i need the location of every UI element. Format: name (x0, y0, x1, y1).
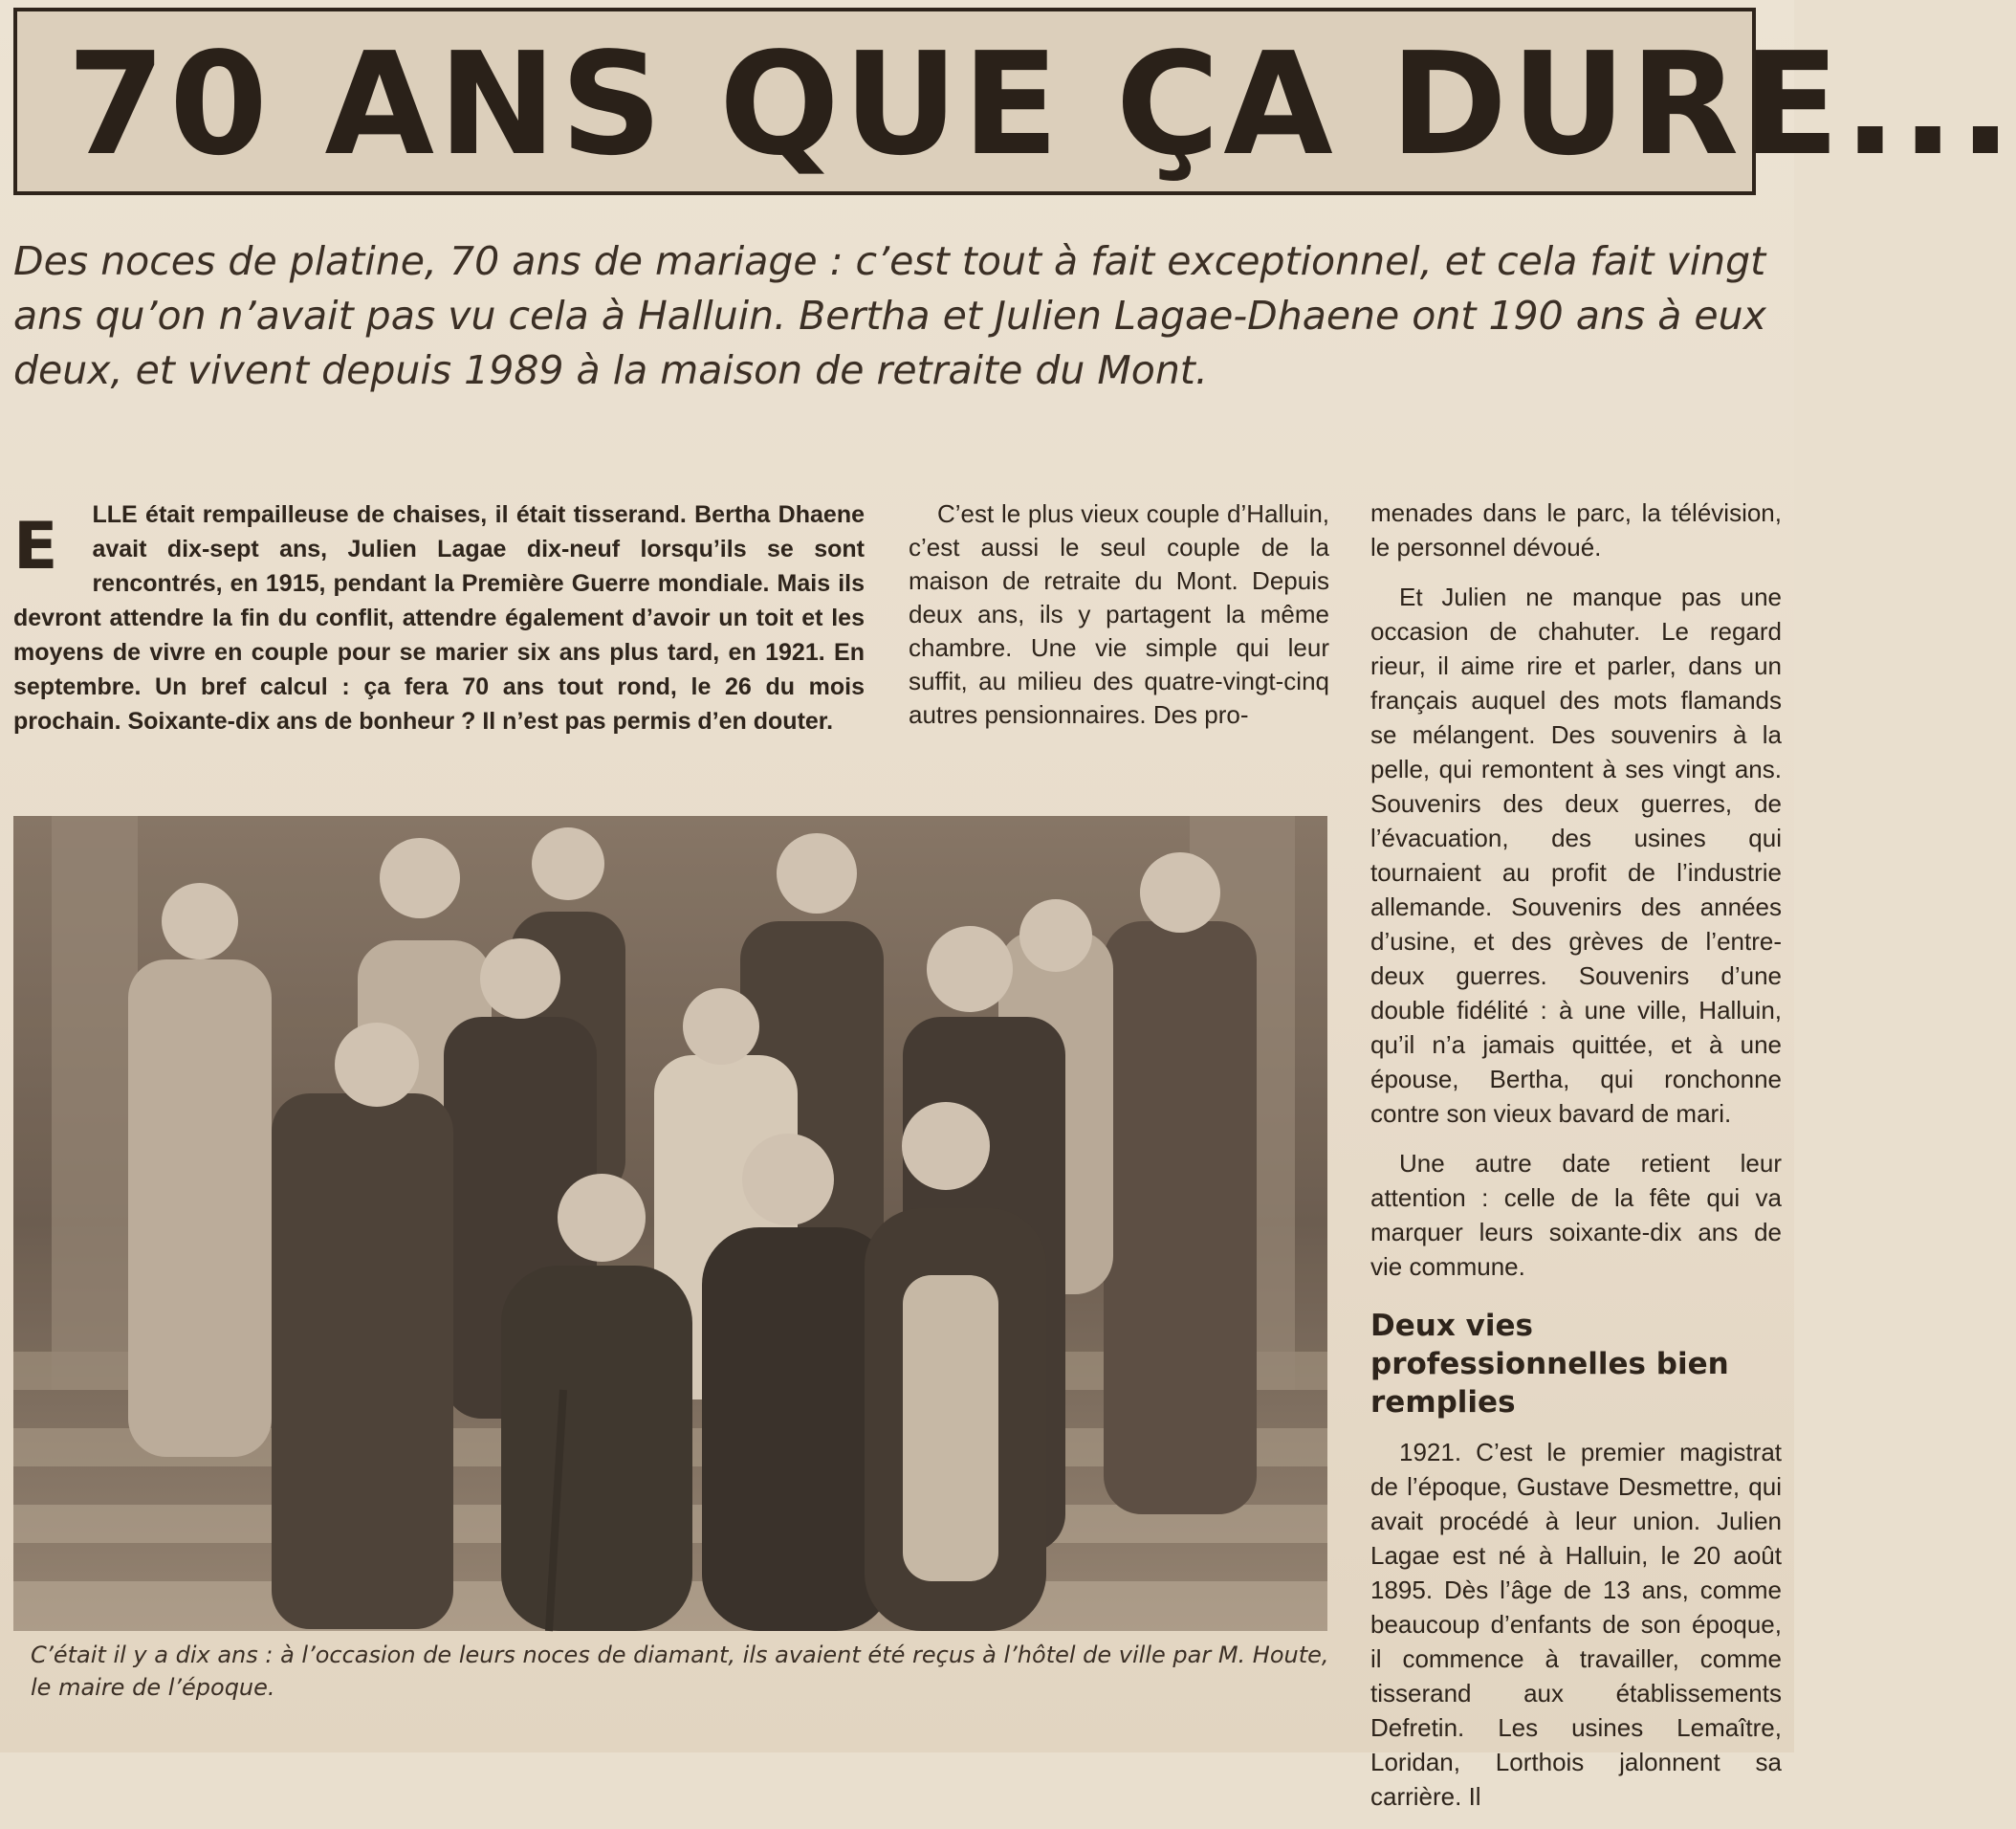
column-3-paragraph-4: 1921. C’est le premier magistrat de l’époque, Gustave Desmettre, qui avait procédé à leur union. Julien Lagae est né à Halluin, le 20 août 1895. Dès l’âge de 13 ans, comme beaucoup d’enfants de son époque, il commence à travailler, comme tisserand aux établissements Defretin. Les usines Lemaître, Loridan, Lorthois jalonnent sa carrière. Il (1370, 1438, 1782, 1811)
photo-caption: C’était il y a dix ans : à l’occasion de leurs noces de diamant, ils avaient été reçus à l’hôtel de ville par M. Houte, le maire de l’époque. (31, 1642, 1329, 1701)
lead-paragraph: Des noces de platine, 70 ans de mariage : c’est tout à fait exceptionnel, et cela fait vingt ans qu’on n’avait pas vu cela à Halluin. Bertha et Julien Lagae-Dhaene ont 190 ans à eux deux, et vivent depuis 1989 à la maison de retraite du Mont. (13, 238, 1766, 393)
article-column-1 (13, 497, 865, 738)
article-column-2 (909, 497, 1329, 732)
column-3-paragraph-1: menades dans le parc, la télévision, le personnel dévoué. (1370, 498, 1782, 562)
group-photo (13, 816, 1327, 1631)
column-1-text: LLE était rempailleuse de chaises, il était tisserand. Bertha Dhaene avait dix-sept ans, Julien Lagae dix-neuf lorsqu’ils se sont rencontrés, en 1915, pendant la Première Guerre mondiale. Mais ils devront attendre la fin du conflit, attendre également d’avoir un toit et les moyens de vivre en couple pour se marier six ans plus tard, en 1921. En septembre. Un bref calcul : ça fera 70 ans tout rond, le 26 du mois prochain. Soixante-dix ans de bonheur ? Il n’est pas permis d’en douter. (13, 501, 865, 735)
article-column-3 (1370, 496, 1782, 1829)
group-photo-illustration (13, 816, 1327, 1631)
headline: 70 ANS QUE ÇA DURE... (67, 22, 2016, 187)
column-3-paragraph-3: Une autre date retient leur attention : celle de la fête qui va marquer leurs soixante-dix ans de vie commune. (1370, 1149, 1782, 1281)
drop-cap: E (13, 509, 58, 584)
column-3-paragraph-2: Et Julien ne manque pas une occasion de chahuter. Le regard rieur, il aime rire et parler, dans un français auquel des mots flamands se mélangent. Des souvenirs à la pelle, qui remontent à ses vingt ans. Souvenirs des deux guerres, de l’évacuation, des usines qui tournaient au profit de l’industrie allemande. Souvenirs des années d’usine, et des grèves de l’entre-deux guerres. Souvenirs d’une double fidélité : à une ville, Halluin, qu’il n’a jamais quittée, et à une épouse, Bertha, qui ronchonne contre son vieux bavard de mari. (1370, 583, 1782, 1128)
section-subhead: Deux vies professionnelles bien remplies (1370, 1309, 1729, 1420)
headline-box (13, 8, 2016, 195)
column-2-text: C’est le plus vieux couple d’Halluin, c’est aussi le seul couple de la maison de retraite du Mont. Depuis deux ans, ils y partagent la même chambre. Une vie simple qui leur suffit, au milieu des quatre-vingt-cinq autres pensionnaires. Des pro- (909, 499, 1329, 729)
